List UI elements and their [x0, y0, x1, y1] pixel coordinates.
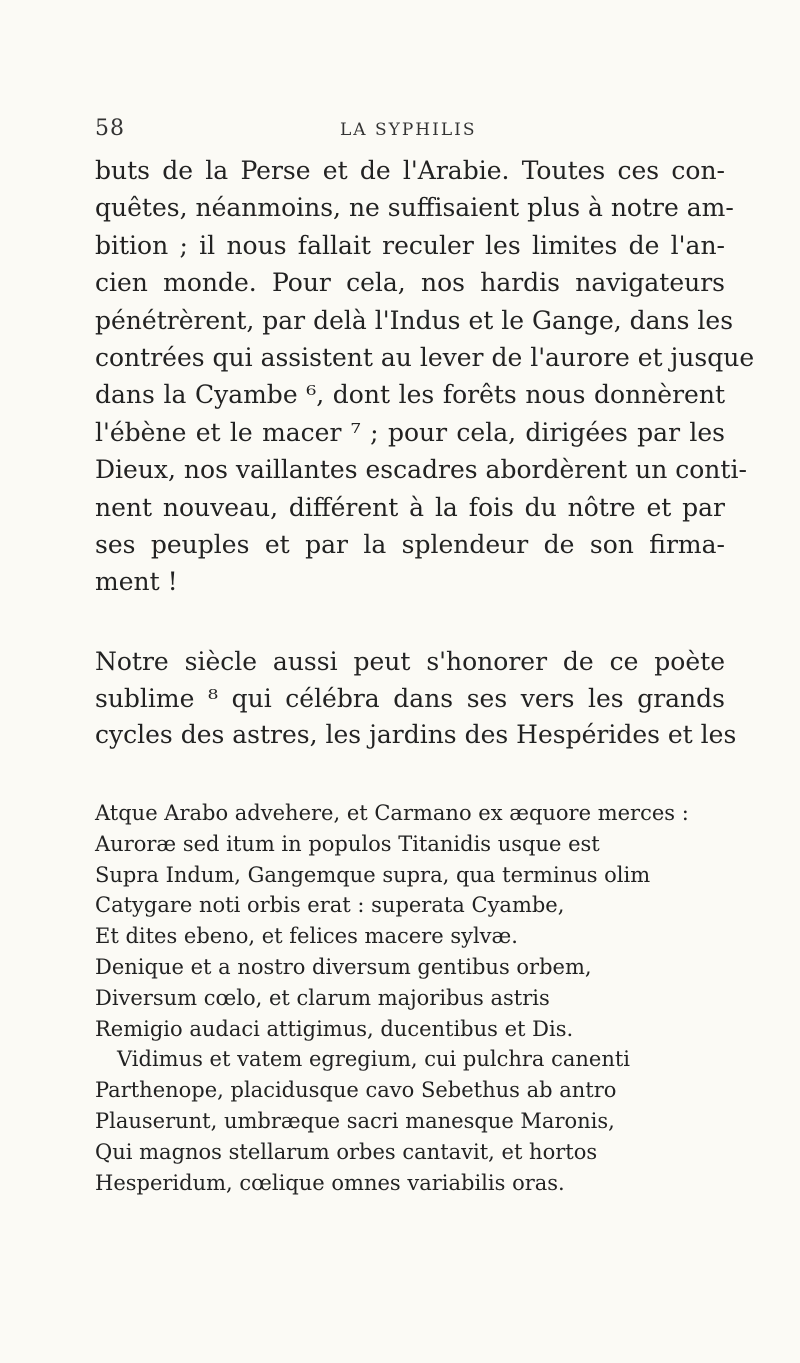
- text-line: Dieux, nos vaillantes escadres abordèrent un conti-: [95, 455, 747, 485]
- text-line: bition ; il nous fallait reculer les limites de l'an-: [95, 230, 725, 260]
- text-line: buts de la Perse et de l'Arabie. Toutes ces con-: [95, 156, 725, 185]
- text-line: sublime ⁸ qui célébra dans ses vers les grands: [95, 683, 725, 713]
- verse-line: Qui magnos stellarum orbes cantavit, et hortos: [95, 1139, 598, 1164]
- text-line: cien monde. Pour cela, nos hardis navigateurs: [95, 268, 725, 298]
- text-line: ses peuples et par la splendeur de son firma-: [95, 529, 725, 559]
- verse-line: Catygare noti orbis erat : superata Cyambe,: [95, 893, 565, 918]
- text-line: cycles des astres, les jardins des Hespérides et les: [95, 720, 737, 749]
- paragraph-2: [95, 644, 737, 754]
- paragraph-1: [95, 152, 755, 601]
- verse-line: Diversum cœlo, et clarum majoribus astris: [95, 985, 550, 1010]
- verse-line: Et dites ebeno, et felices macere sylvæ.: [95, 924, 518, 949]
- verse-line: Remigio audaci attigimus, ducentibus et Dis.: [95, 1016, 574, 1041]
- text-line: nent nouveau, différent à la fois du nôtre et par: [95, 492, 725, 522]
- verse-line: Parthenope, placidusque cavo Sebethus ab antro: [95, 1078, 617, 1103]
- verse-line: Denique et a nostro diversum gentibus orbem,: [95, 954, 592, 979]
- text-line: ment !: [95, 567, 178, 597]
- verse-line: Supra Indum, Gangemque supra, qua terminus olim: [95, 862, 651, 887]
- text-line: l'ébène et le macer ⁷ ; pour cela, dirigées par les: [95, 417, 725, 447]
- page-number: 58: [95, 116, 125, 141]
- verse-line: Hesperidum, cœlique omnes variabilis oras.: [95, 1170, 565, 1195]
- text-line: Notre siècle aussi peut s'honorer de ce poète: [95, 647, 725, 676]
- verse-line: Auroræ sed itum in populos Titanidis usque est: [95, 831, 600, 856]
- text-line: quêtes, néanmoins, ne suffisaient plus à notre am-: [95, 193, 734, 223]
- page-header: [95, 116, 725, 142]
- text-line: contrées qui assistent au lever de l'aurore et jusque: [95, 342, 755, 372]
- verse-line: Vidimus et vatem egregium, cui pulchra canenti: [117, 1047, 631, 1072]
- latin-verse-quotation: [95, 798, 735, 1198]
- text-line: dans la Cyambe ⁶, dont les forêts nous donnèrent: [95, 380, 725, 410]
- verse-line: Plauserunt, umbræque sacri manesque Maronis,: [95, 1108, 615, 1133]
- verse-line: Atque Arabo advehere, et Carmano ex æquore merces :: [95, 801, 689, 825]
- running-head: LA SYPHILIS: [340, 120, 477, 140]
- text-line: pénétrèrent, par delà l'Indus et le Gange, dans les: [95, 305, 734, 335]
